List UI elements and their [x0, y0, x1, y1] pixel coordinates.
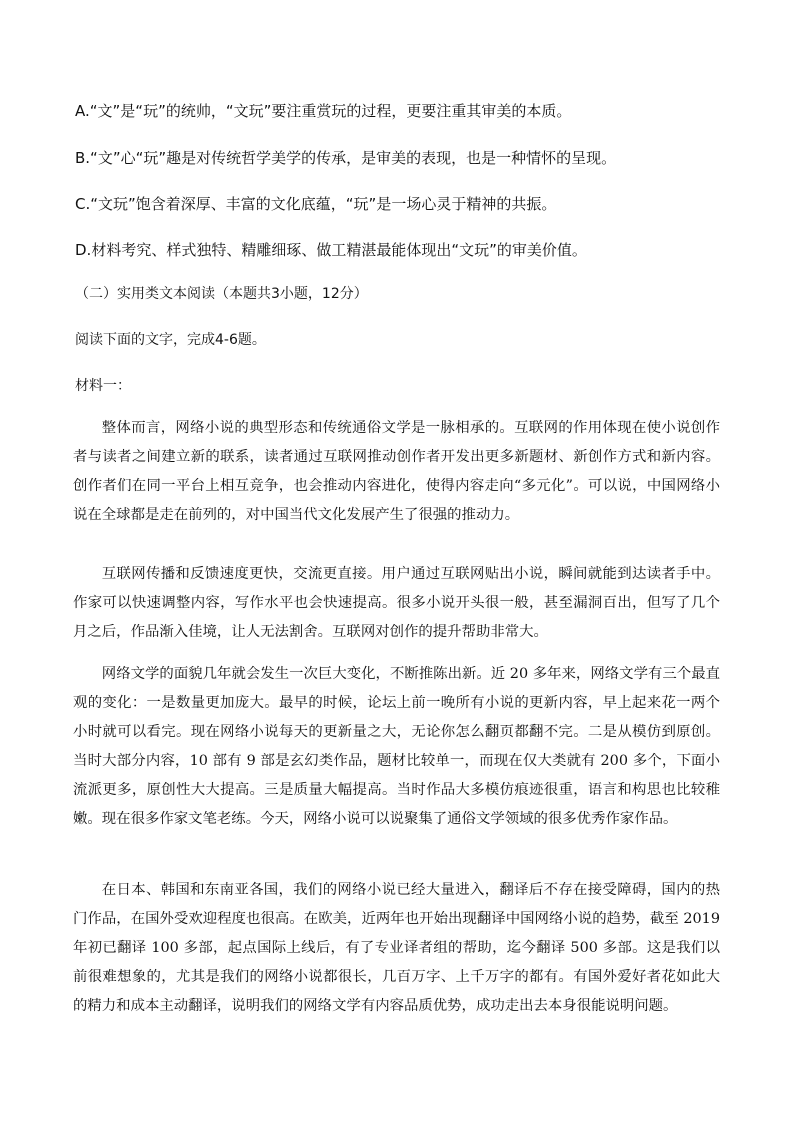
material-label: 材料一：	[75, 378, 131, 394]
paragraph-2: 互联网传播和反馈速度更快，交流更直接。用户通过互联网贴出小说，瞬间就能到达读者手中。作家可以快速调整内容，写作水平也会快速提高。很多小说开头很一般，甚至漏洞百出，但写了几个月之后，作品渐入佳境，让人无法割舍。互联网对创作的提升帮助非常大。	[73, 566, 720, 640]
instruction-text: 阅读下面的文字，完成4-6题。	[75, 332, 266, 348]
option-b: B.“文”心“玩”趣是对传统哲学美学的传承，是审美的表现，也是一种情怀的呈现。	[75, 149, 617, 167]
paragraph-4: 在日本、韩国和东南亚各国，我们的网络小说已经大量进入，翻译后不存在接受障碍，国内的热门作品，在国外受欢迎程度也很高。在欧美，近两年也开始出现翻译中国网络小说的趋势，截至 2019 年初已翻译 100 多部，起点国际上线后，有了专业译者组的帮助，迄今翻译 500 多部。这是我们以前很难想象的，尤其是我们的网络小说都很长，几百万字、上千万字的都有。有国外爱好者花如此大的精力和成本主动翻译，说明我们的网络文学有内容品质优势，成功走出去本身很能说明问题。	[73, 882, 720, 1014]
option-a: A.“文”是“玩”的统帅，“文玩”要注重赏玩的过程，更要注重其审美的本质。	[75, 102, 572, 120]
section-title: （二）实用类文本阅读（本题共3小题，12分）	[75, 286, 368, 302]
paragraph-3: 网络文学的面貌几年就会发生一次巨大变化，不断推陈出新。近 20 多年来，网络文学有三个最直观的变化：一是数量更加庞大。最早的时候，论坛上前一晚所有小说的更新内容，早上起来花一两个小时就可以看完。现在网络小说每天的更新量之大，无论你怎么翻页都翻不完。二是从模仿到原创。当时大部分内容，10 部有 9 部是玄幻类作品，题材比较单一，而现在仅大类就有 200 多个，下面小流派更多，原创性大大提高。三是质量大幅提高。当时作品大多模仿痕迹很重，语言和构思也比较稚嫩。现在很多作家文笔老练。今天，网络小说可以说聚集了通俗文学领域的很多优秀作家作品。	[73, 666, 720, 827]
option-c: C.“文玩”饱含着深厚、丰富的文化底蕴，“玩”是一场心灵于精神的共振。	[75, 195, 557, 213]
paragraph-1: 整体而言，网络小说的典型形态和传统通俗文学是一脉相承的。互联网的作用体现在使小说创作者与读者之间建立新的联系，读者通过互联网推动创作者开发出更多新题材、新创作方式和新内容。创作者们在同一平台上相互竞争，也会推动内容进化，使得内容走向“多元化”。可以说，中国网络小说在全球都是走在前列的，对中国当代文化发展产生了很强的推动力。	[73, 420, 720, 523]
option-d: D.材料考究、样式独特、精雕细琢、做工精湛最能体现出“文玩”的审美价值。	[75, 241, 587, 259]
